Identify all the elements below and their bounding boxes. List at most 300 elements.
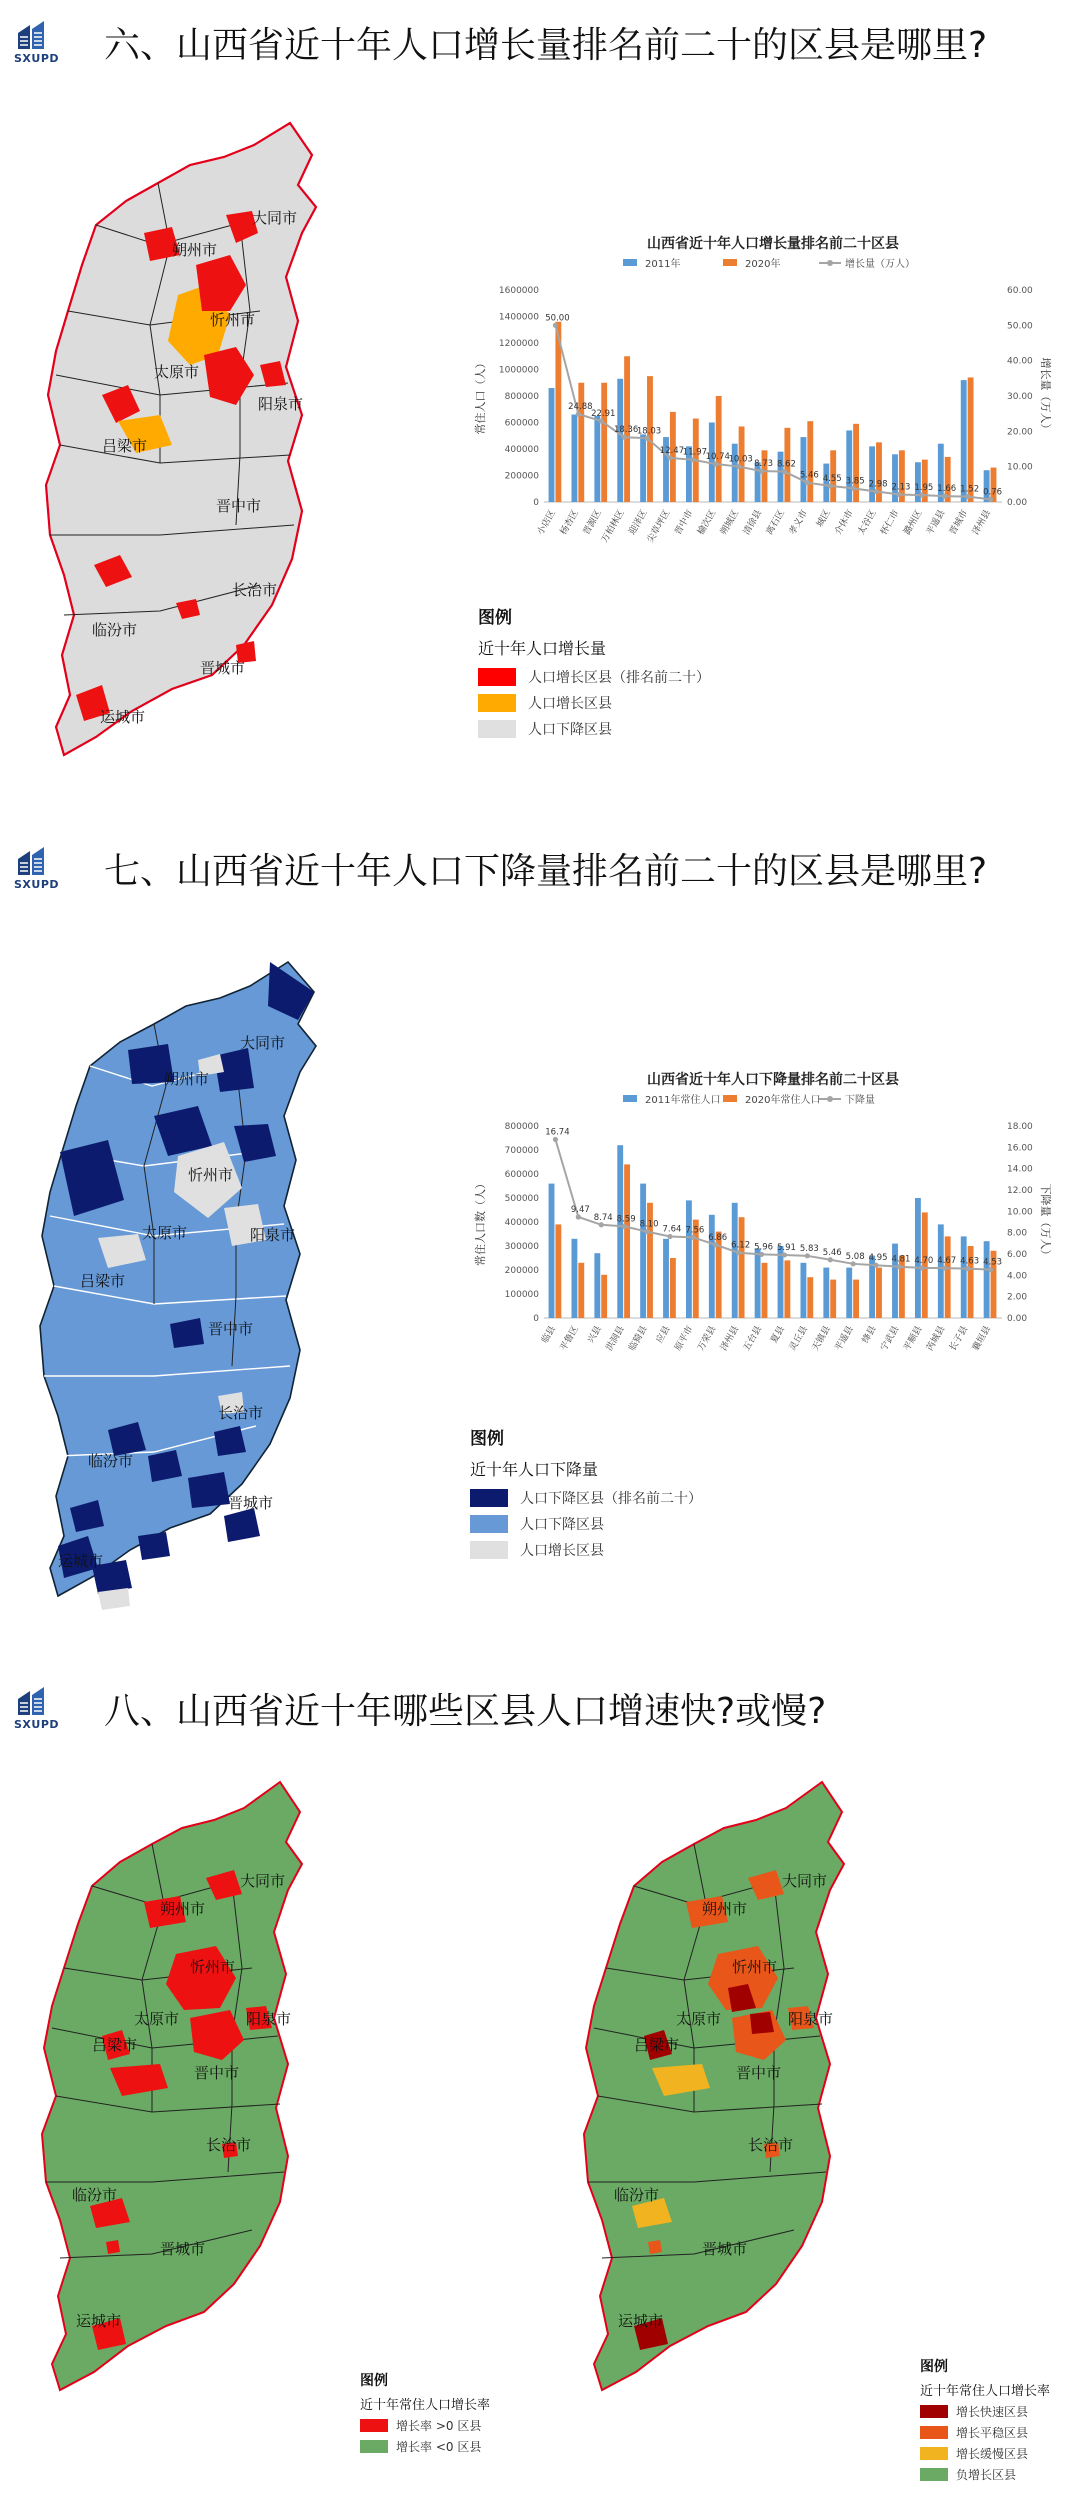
x-tick-label: 长子县 (948, 1324, 971, 1353)
data-label: 5.46 (822, 1247, 842, 1258)
x-tick-label: 临猗县 (627, 1324, 650, 1353)
x-tick-label: 泽州县 (719, 1324, 742, 1353)
line-point (599, 418, 604, 423)
map8r-city-label: 临汾市 (614, 2186, 660, 2204)
bar (846, 1268, 852, 1318)
x-tick-label: 原平市 (673, 1324, 696, 1353)
legend-swatch (360, 2419, 388, 2432)
section-7-chart (470, 1064, 1050, 1374)
line-point (759, 1252, 764, 1257)
y-axis-label: 常住人口数（人） (474, 1178, 487, 1266)
section-7-header (14, 838, 987, 898)
bar (984, 1241, 990, 1318)
legend-label: 人口增长区县 (520, 1543, 604, 1559)
legend-entry: 2020年 (745, 259, 781, 270)
data-label: 5.91 (776, 1242, 796, 1253)
map6-city-label: 吕梁市 (102, 437, 148, 455)
y-tick-label: 500000 (504, 1194, 539, 1204)
bar (578, 383, 584, 502)
legend-swatch (478, 720, 516, 738)
line-point (805, 480, 810, 485)
legend-title: 图例 (470, 1429, 504, 1449)
legend-title: 图例 (360, 2373, 388, 2389)
x-tick-label: 清徐县 (741, 508, 765, 537)
x-tick-label: 杨杏区 (558, 508, 581, 537)
y-axis-label: 常住人口（人） (474, 357, 487, 435)
y-tick-label: 1200000 (498, 339, 539, 349)
y-tick-label: 700000 (504, 1146, 539, 1156)
x-tick-label: 晋城市 (948, 508, 971, 537)
legend-item (360, 2438, 550, 2455)
map7-city-label: 晋城市 (228, 1494, 274, 1512)
bar (784, 1260, 790, 1318)
map8r-city-label: 吕梁市 (634, 2036, 680, 2054)
bar (571, 415, 577, 502)
line-point (713, 461, 718, 466)
bar (938, 1224, 944, 1318)
legend-swatch (920, 2468, 948, 2481)
data-label: 7.56 (685, 1225, 705, 1236)
bar (807, 1277, 813, 1318)
legend-swatch (920, 2405, 948, 2418)
legend-label: 增长率 >0 区县 (396, 2419, 482, 2433)
bar (670, 1258, 676, 1318)
legend-marker (827, 1096, 833, 1102)
data-label: 9.47 (570, 1204, 590, 1215)
legend-swatch (478, 694, 516, 712)
sxupd-logo-icon (14, 845, 68, 891)
section-8-right-map (572, 1778, 1002, 2418)
x-tick-label: 离石区 (764, 508, 788, 537)
x-tick-label: 洪洞县 (604, 1324, 627, 1353)
map6-city-label: 大同市 (252, 209, 298, 227)
chart-title: 山西省近十年人口下降量排名前二十区县 (647, 1072, 899, 1088)
map8l-city-label: 运城市 (76, 2312, 122, 2330)
data-label: 8.73 (754, 459, 774, 470)
legend-entry: 下降量 (845, 1095, 875, 1106)
section-6-header (14, 12, 987, 72)
map6-city-label: 忻州市 (210, 311, 256, 329)
line-point (667, 1234, 672, 1239)
bar (823, 1268, 829, 1318)
line-point (667, 455, 672, 460)
section-6 (0, 0, 1080, 800)
data-label: 2.98 (868, 479, 888, 490)
y2-tick-label: 30.00 (1007, 392, 1033, 402)
legend-marker (623, 1095, 637, 1102)
section-8 (0, 1668, 1080, 2518)
map7-city-label: 忻州市 (188, 1166, 234, 1184)
line-point (644, 436, 649, 441)
line-point (599, 1222, 604, 1227)
map6-city-label: 临汾市 (92, 621, 138, 639)
map8r-city-label: 大同市 (782, 1872, 828, 1890)
bar (617, 379, 623, 502)
y2-tick-label: 10.00 (1007, 1207, 1033, 1218)
map8l-city-label: 长治市 (206, 2136, 252, 2154)
data-label: 8.10 (639, 1219, 659, 1230)
x-tick-label: 晋源区 (581, 508, 604, 537)
x-tick-label: 夏县 (769, 1324, 788, 1346)
legend-swatch (470, 1541, 508, 1559)
bar (876, 1268, 882, 1318)
bar (869, 446, 875, 502)
line-point (782, 469, 787, 474)
legend-item (470, 1488, 770, 1508)
x-tick-label: 城区 (815, 508, 833, 530)
bar (594, 416, 600, 502)
x-tick-label: 平遥县 (833, 1324, 856, 1353)
y-tick-label: 1000000 (498, 365, 539, 376)
data-label: 5.83 (799, 1243, 819, 1254)
legend-item (920, 2403, 1075, 2420)
line-point (622, 1224, 627, 1229)
line-point (828, 483, 833, 488)
legend-label: 人口下降区县（排名前二十） (520, 1491, 702, 1507)
map6-city-label: 晋中市 (216, 497, 262, 515)
bar (830, 1280, 836, 1318)
map8l-city-label: 朔州市 (160, 1900, 206, 1918)
legend-item (920, 2445, 1075, 2462)
data-label: 4.81 (891, 1254, 911, 1265)
data-label: 4.53 (983, 1257, 1003, 1268)
legend-swatch (470, 1515, 508, 1533)
map6-city-label: 朔州市 (172, 241, 218, 259)
x-tick-label: 平遥县 (925, 508, 948, 537)
line-point (805, 1253, 810, 1258)
x-tick-label: 孝义市 (787, 508, 810, 537)
legend-title: 图例 (478, 608, 512, 628)
legend-label: 人口下降区县 (520, 1517, 604, 1533)
data-label: 10.03 (728, 454, 753, 465)
map8r-city-label: 长治市 (748, 2136, 794, 2154)
map8l-city-label: 阳泉市 (246, 2010, 292, 2028)
map8l-city-label: 吕梁市 (92, 2036, 138, 2054)
legend-swatch (478, 668, 516, 686)
y2-tick-label: 8.00 (1007, 1228, 1028, 1239)
legend-item (478, 667, 778, 687)
line-point (553, 323, 558, 328)
y2-tick-label: 2.00 (1007, 1292, 1028, 1303)
section-8-left-map (30, 1778, 460, 2418)
x-tick-label: 潞州区 (902, 508, 925, 537)
bar (755, 1248, 761, 1318)
bar (578, 1263, 584, 1318)
map8r-city-label: 晋中市 (736, 2064, 782, 2082)
data-label: 16.74 (545, 1127, 570, 1138)
data-label: 4.63 (960, 1256, 980, 1267)
y-tick-label: 1400000 (498, 312, 539, 323)
y2-tick-label: 10.00 (1007, 462, 1033, 473)
legend-label: 增长缓慢区县 (956, 2447, 1029, 2461)
logo-text: SXUPD (14, 1718, 60, 1731)
x-tick-label: 平顺县 (902, 1324, 925, 1353)
x-tick-label: 泽州县 (970, 508, 994, 537)
data-label: 4.55 (822, 473, 842, 484)
x-tick-label: 尖草坪区 (645, 508, 673, 545)
legend-swatch (360, 2440, 388, 2453)
y2-tick-label: 16.00 (1007, 1143, 1033, 1154)
bar (640, 434, 646, 502)
line-point (622, 435, 627, 440)
x-tick-label: 五台县 (741, 1324, 765, 1353)
map7-city-label: 大同市 (240, 1034, 286, 1052)
map7-city-label: 阳泉市 (250, 1226, 296, 1244)
bar (961, 1236, 967, 1318)
bar (762, 450, 768, 502)
data-label: 4.70 (914, 1255, 934, 1266)
y2-tick-label: 14.00 (1007, 1164, 1033, 1175)
logo-text: SXUPD (14, 52, 60, 65)
y2-tick-label: 40.00 (1007, 356, 1033, 367)
line-point (942, 1266, 947, 1271)
bar (549, 388, 555, 502)
legend-item (920, 2424, 1075, 2441)
map8l-city-label: 晋城市 (160, 2240, 206, 2258)
x-tick-label: 小店区 (535, 508, 559, 537)
data-label: 8.62 (776, 459, 796, 470)
data-label: 10.74 (705, 452, 730, 463)
legend-label: 增长率 <0 区县 (396, 2440, 482, 2454)
x-tick-label: 晋中市 (673, 508, 696, 537)
y2-tick-label: 60.00 (1007, 286, 1033, 296)
bar (846, 430, 852, 502)
map8r-city-label: 朔州市 (702, 1900, 748, 1918)
line-point (690, 1235, 695, 1240)
line-point (988, 1267, 993, 1272)
data-label: 22.91 (591, 409, 616, 420)
x-tick-label: 灵丘县 (787, 1324, 810, 1353)
legend-swatch (920, 2426, 948, 2439)
bar (640, 1184, 646, 1318)
line-point (942, 494, 947, 499)
line-point (553, 1137, 558, 1142)
x-tick-label: 迎泽区 (627, 508, 650, 537)
y-tick-label: 0 (533, 1314, 539, 1324)
legend-label: 增长快速区县 (956, 2405, 1029, 2419)
line-point (965, 1266, 970, 1271)
bar (571, 1239, 577, 1318)
line-point (851, 1261, 856, 1266)
data-label: 8.59 (616, 1214, 636, 1225)
section-7 (0, 826, 1080, 1636)
map6-city-label: 太原市 (154, 363, 200, 381)
y2-tick-label: 0.00 (1007, 498, 1028, 508)
section-6-map (40, 115, 490, 795)
y-tick-label: 800000 (504, 392, 539, 402)
map7-city-label: 吕梁市 (80, 1272, 126, 1290)
line-point (965, 494, 970, 499)
y-tick-label: 200000 (504, 471, 539, 482)
bar (778, 1246, 784, 1318)
x-tick-label: 太谷区 (856, 508, 879, 537)
legend-item (360, 2417, 550, 2434)
map7-city-label: 太原市 (142, 1224, 188, 1242)
data-label: 50.00 (545, 313, 570, 324)
map8r-city-label: 阳泉市 (788, 2010, 834, 2028)
bar (663, 1239, 669, 1318)
legend-subtitle: 近十年人口增长量 (478, 639, 607, 658)
map8r-city-label: 运城市 (618, 2312, 664, 2330)
bar (617, 1145, 623, 1318)
sxupd-logo-icon (14, 19, 68, 65)
map8r-city-label: 太原市 (676, 2010, 722, 2028)
y-tick-label: 300000 (504, 1242, 539, 1252)
section-8-header (14, 1678, 826, 1738)
data-label: 6.12 (731, 1240, 751, 1251)
legend-subtitle: 近十年常住人口增长率 (360, 2398, 491, 2413)
section-7-map (28, 956, 488, 1621)
x-tick-label: 应县 (654, 1324, 673, 1346)
bar (716, 396, 722, 502)
line-point (988, 497, 993, 502)
section-6-chart (470, 228, 1050, 558)
y-tick-label: 100000 (504, 1290, 539, 1300)
x-tick-label: 兴县 (586, 1324, 604, 1346)
bar (853, 1280, 859, 1318)
y-tick-label: 800000 (504, 1122, 539, 1132)
legend-title: 图例 (920, 2359, 948, 2375)
x-tick-label: 宁武县 (879, 1324, 902, 1353)
line-point (919, 1265, 924, 1270)
line-point (851, 486, 856, 491)
legend-entry: 2011年常住人口 (645, 1095, 721, 1106)
y2-tick-label: 4.00 (1007, 1271, 1028, 1282)
legend-item (478, 719, 778, 739)
bar (555, 322, 561, 502)
data-label: 12.47 (659, 445, 685, 456)
x-tick-label: 怀仁市 (879, 508, 902, 537)
legend-entry: 2011年 (645, 259, 681, 270)
x-tick-label: 临县 (540, 1324, 559, 1346)
line-point (644, 1229, 649, 1234)
bar (555, 1224, 561, 1318)
y2-tick-label: 12.00 (1007, 1186, 1033, 1196)
legend-label: 负增长区县 (956, 2468, 1017, 2482)
line-point (873, 1263, 878, 1268)
x-tick-label: 芮城县 (925, 1324, 948, 1353)
map6-city-label: 阳泉市 (258, 395, 304, 413)
bar (945, 1236, 951, 1318)
data-label: 0.76 (983, 487, 1003, 498)
bar (601, 383, 607, 502)
y2-tick-label: 6.00 (1007, 1250, 1028, 1260)
line-point (873, 489, 878, 494)
map7-city-label: 朔州市 (164, 1070, 210, 1088)
legend-marker (723, 1095, 737, 1102)
legend-entry: 2020年常住人口 (745, 1095, 821, 1106)
data-label: 4.95 (868, 1253, 888, 1264)
data-label: 1.52 (960, 484, 980, 495)
line-point (736, 1250, 741, 1255)
line-point (896, 492, 901, 497)
bar (968, 377, 974, 502)
legend-marker (723, 259, 737, 266)
data-label: 8.74 (593, 1212, 613, 1223)
map6-city-label: 长治市 (232, 581, 278, 599)
line-point (690, 457, 695, 462)
section-8-left-legend (360, 2370, 550, 2459)
map8l-city-label: 晋中市 (194, 2064, 240, 2082)
legend-swatch (920, 2447, 948, 2460)
line-point (736, 464, 741, 469)
map8r-city-label: 晋城市 (702, 2240, 748, 2258)
map7-city-label: 晋中市 (208, 1320, 254, 1338)
map8r-city-label: 忻州市 (732, 1958, 778, 1976)
bar (686, 1200, 692, 1318)
map6-city-label: 晋城市 (200, 659, 246, 677)
line-point (828, 1257, 833, 1262)
x-tick-label: 平鲁区 (558, 1324, 581, 1353)
y2-axis-label: 增长量（万人） (1039, 357, 1052, 435)
bar (549, 1184, 555, 1318)
section-7-title: 七、山西省近十年人口下降量排名前二十的区县是哪里? (104, 850, 988, 892)
x-tick-label: 朔城区 (719, 508, 742, 537)
data-label: 1.95 (914, 483, 934, 494)
x-tick-label: 介休市 (833, 508, 856, 537)
chart-title: 山西省近十年人口增长量排名前二十区县 (647, 236, 899, 252)
legend-label: 增长平稳区县 (956, 2426, 1029, 2440)
legend-label: 人口增长区县 (528, 696, 612, 712)
data-label: 5.08 (845, 1251, 865, 1262)
data-label: 4.67 (937, 1256, 957, 1267)
data-label: 7.64 (662, 1224, 682, 1235)
y2-axis-label: 下降量（万人） (1039, 1183, 1052, 1261)
legend-item (478, 693, 778, 713)
data-label: 5.46 (799, 470, 819, 481)
y-tick-label: 200000 (504, 1266, 539, 1276)
bar (807, 421, 813, 502)
y-tick-label: 1600000 (498, 286, 539, 296)
y2-tick-label: 18.00 (1007, 1122, 1033, 1132)
y-tick-label: 400000 (504, 445, 539, 455)
legend-label: 人口增长区县（排名前二十） (528, 670, 710, 686)
x-tick-label: 天镇县 (810, 1324, 833, 1353)
y2-tick-label: 0.00 (1007, 1314, 1028, 1324)
legend-marker (623, 259, 637, 266)
bar (732, 444, 738, 502)
legend-entry: 增长量（万人） (845, 259, 915, 270)
x-tick-label: 万柏林区 (600, 508, 627, 545)
data-label: 5.96 (754, 1242, 774, 1253)
bar (594, 1253, 600, 1318)
y-tick-label: 600000 (504, 418, 539, 429)
line-point (576, 1214, 581, 1219)
map7-city-label: 运城市 (58, 1552, 104, 1570)
section-6-title: 六、山西省近十年人口增长量排名前二十的区县是哪里? (104, 24, 988, 66)
legend-subtitle: 近十年人口下降量 (470, 1460, 599, 1479)
line-point (896, 1264, 901, 1269)
map8l-city-label: 大同市 (240, 1872, 286, 1890)
logo-text: SXUPD (14, 878, 60, 891)
line-point (713, 1242, 718, 1247)
map8l-city-label: 临汾市 (72, 2186, 118, 2204)
x-tick-label: 绛县 (860, 1324, 879, 1346)
data-label: 3.85 (845, 476, 865, 487)
map8l-city-label: 太原市 (134, 2010, 180, 2028)
section-7-legend (470, 1424, 770, 1566)
data-label: 6.86 (708, 1232, 728, 1243)
line-point (919, 493, 924, 498)
map7-city-label: 临汾市 (88, 1452, 134, 1470)
x-tick-label: 襄垣县 (970, 1324, 994, 1353)
sxupd-logo-icon (14, 1685, 68, 1731)
data-label: 1.66 (937, 484, 957, 495)
legend-item (470, 1514, 770, 1534)
data-label: 18.36 (613, 425, 639, 436)
x-tick-label: 榆次区 (696, 508, 719, 537)
legend-swatch (470, 1489, 508, 1507)
